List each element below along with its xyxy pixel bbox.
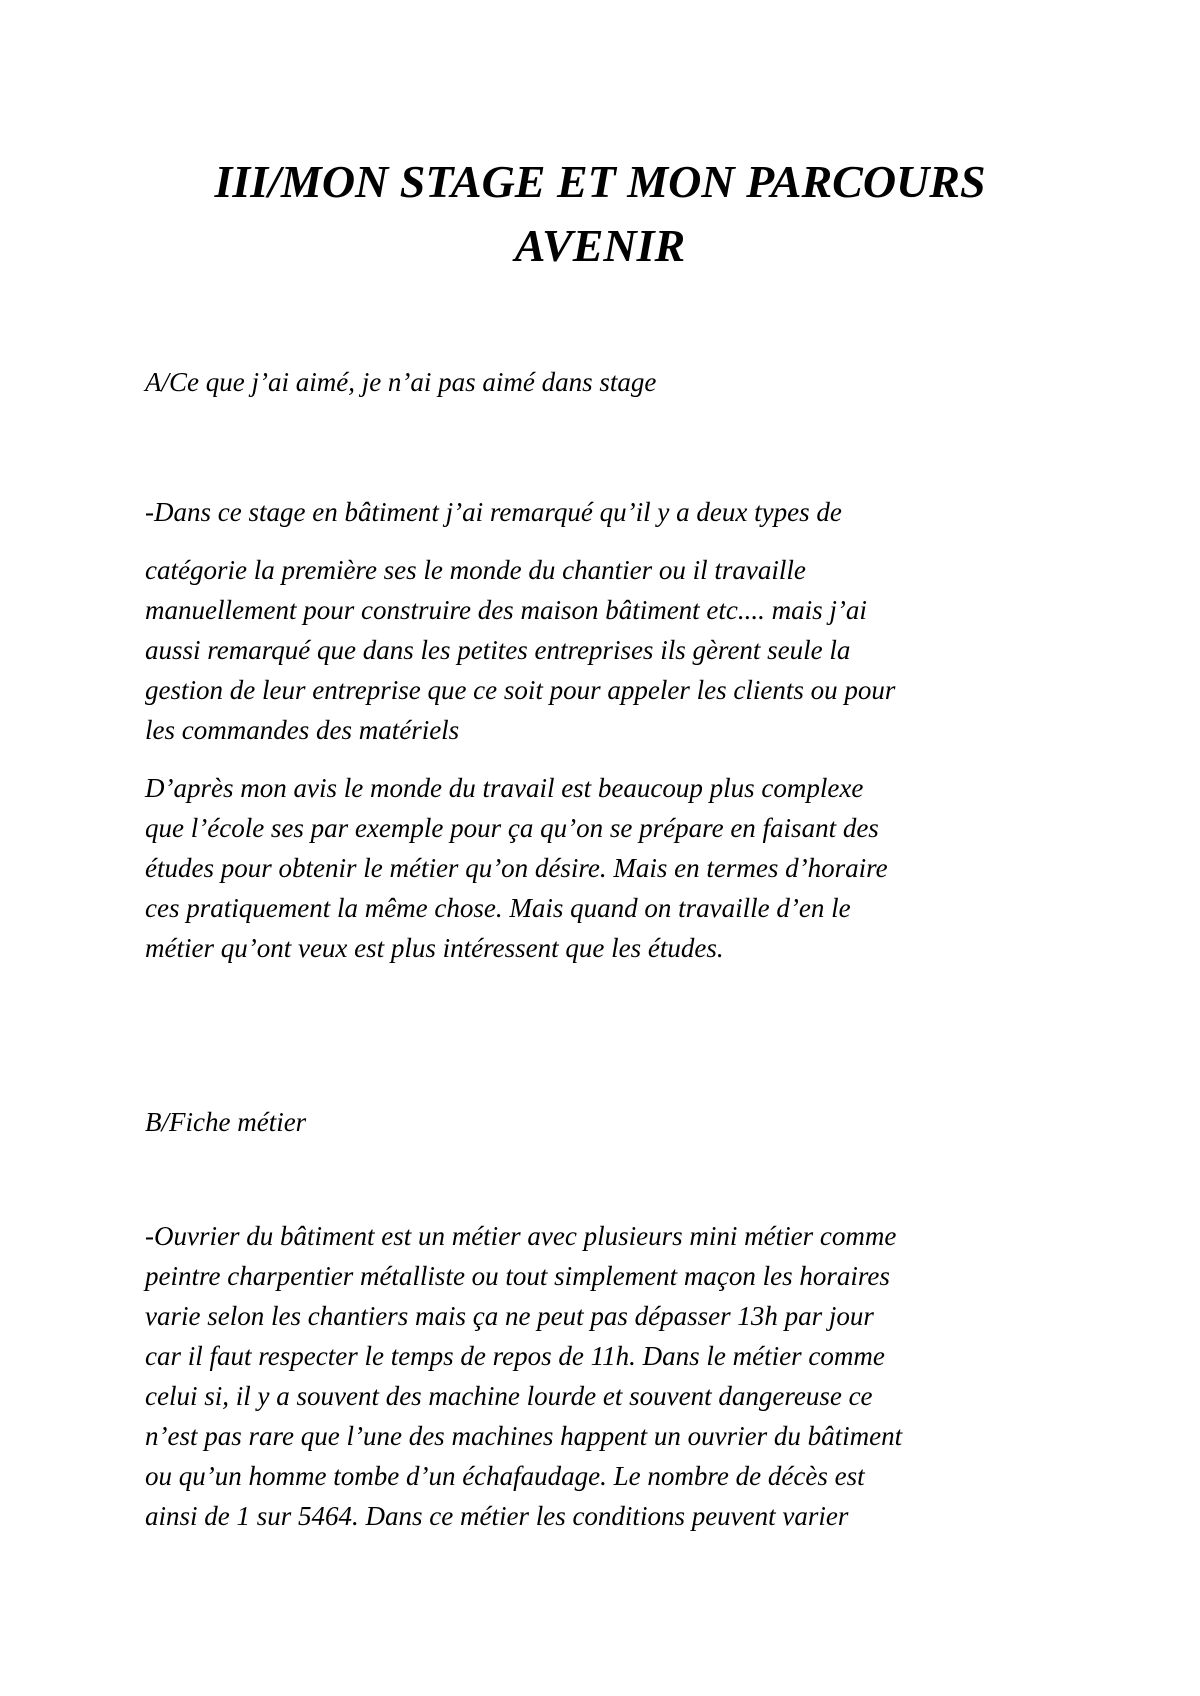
paragraph-line: métier qu’ont veux est plus intéressent que les études. — [145, 933, 724, 963]
paragraph-line: car il faut respecter le temps de repos de 11h. Dans le métier comme — [145, 1341, 885, 1371]
paragraph-line: études pour obtenir le métier qu’on désire. Mais en termes d’horaire — [145, 853, 888, 883]
section-a-paragraph-1-first-line — [145, 492, 1075, 532]
paragraph-line: celui si, il y a souvent des machine lourde et souvent dangereuse ce — [145, 1381, 873, 1411]
paragraph-line: les commandes des matériels — [145, 715, 460, 745]
paragraph-line: peintre charpentier métalliste ou tout simplement maçon les horaires — [145, 1261, 890, 1291]
section-a-paragraph-1 — [145, 550, 1075, 750]
paragraph-line: ainsi de 1 sur 5464. Dans ce métier les conditions peuvent varier — [145, 1501, 849, 1531]
paragraph-line: varie selon les chantiers mais ça ne peut pas dépasser 13h par jour — [145, 1301, 874, 1331]
page-title — [150, 150, 1050, 278]
paragraph-line: manuellement pour construire des maison bâtiment etc.... mais j’ai — [145, 595, 867, 625]
section-a-heading: A/Ce que j’ai aimé, je n’ai pas aimé dans stage — [145, 367, 657, 397]
paragraph-line: aussi remarqué que dans les petites entreprises ils gèrent seule la — [145, 635, 851, 665]
paragraph-line: que l’école ses par exemple pour ça qu’on se prépare en faisant des — [145, 813, 879, 843]
section-a-paragraph-2 — [145, 768, 1075, 968]
paragraph-line: n’est pas rare que l’une des machines happent un ouvrier du bâtiment — [145, 1421, 903, 1451]
paragraph-line: catégorie la première ses le monde du chantier ou il travaille — [145, 555, 806, 585]
title-line-2: AVENIR — [514, 220, 686, 271]
title-line-1: III/MON STAGE ET MON PARCOURS — [214, 156, 986, 207]
paragraph-line: -Ouvrier du bâtiment est un métier avec plusieurs mini métier comme — [145, 1221, 897, 1251]
section-b-heading: B/Fiche métier — [145, 1107, 307, 1137]
paragraph-line: gestion de leur entreprise que ce soit pour appeler les clients ou pour — [145, 675, 896, 705]
paragraph-line: -Dans ce stage en bâtiment j’ai remarqué qu’il y a deux types de — [145, 497, 842, 527]
section-b-paragraph — [145, 1216, 1075, 1536]
paragraph-line: D’après mon avis le monde du travail est beaucoup plus complexe — [145, 773, 864, 803]
paragraph-line: ces pratiquement la même chose. Mais quand on travaille d’en le — [145, 893, 851, 923]
paragraph-line: ou qu’un homme tombe d’un échafaudage. Le nombre de décès est — [145, 1461, 865, 1491]
